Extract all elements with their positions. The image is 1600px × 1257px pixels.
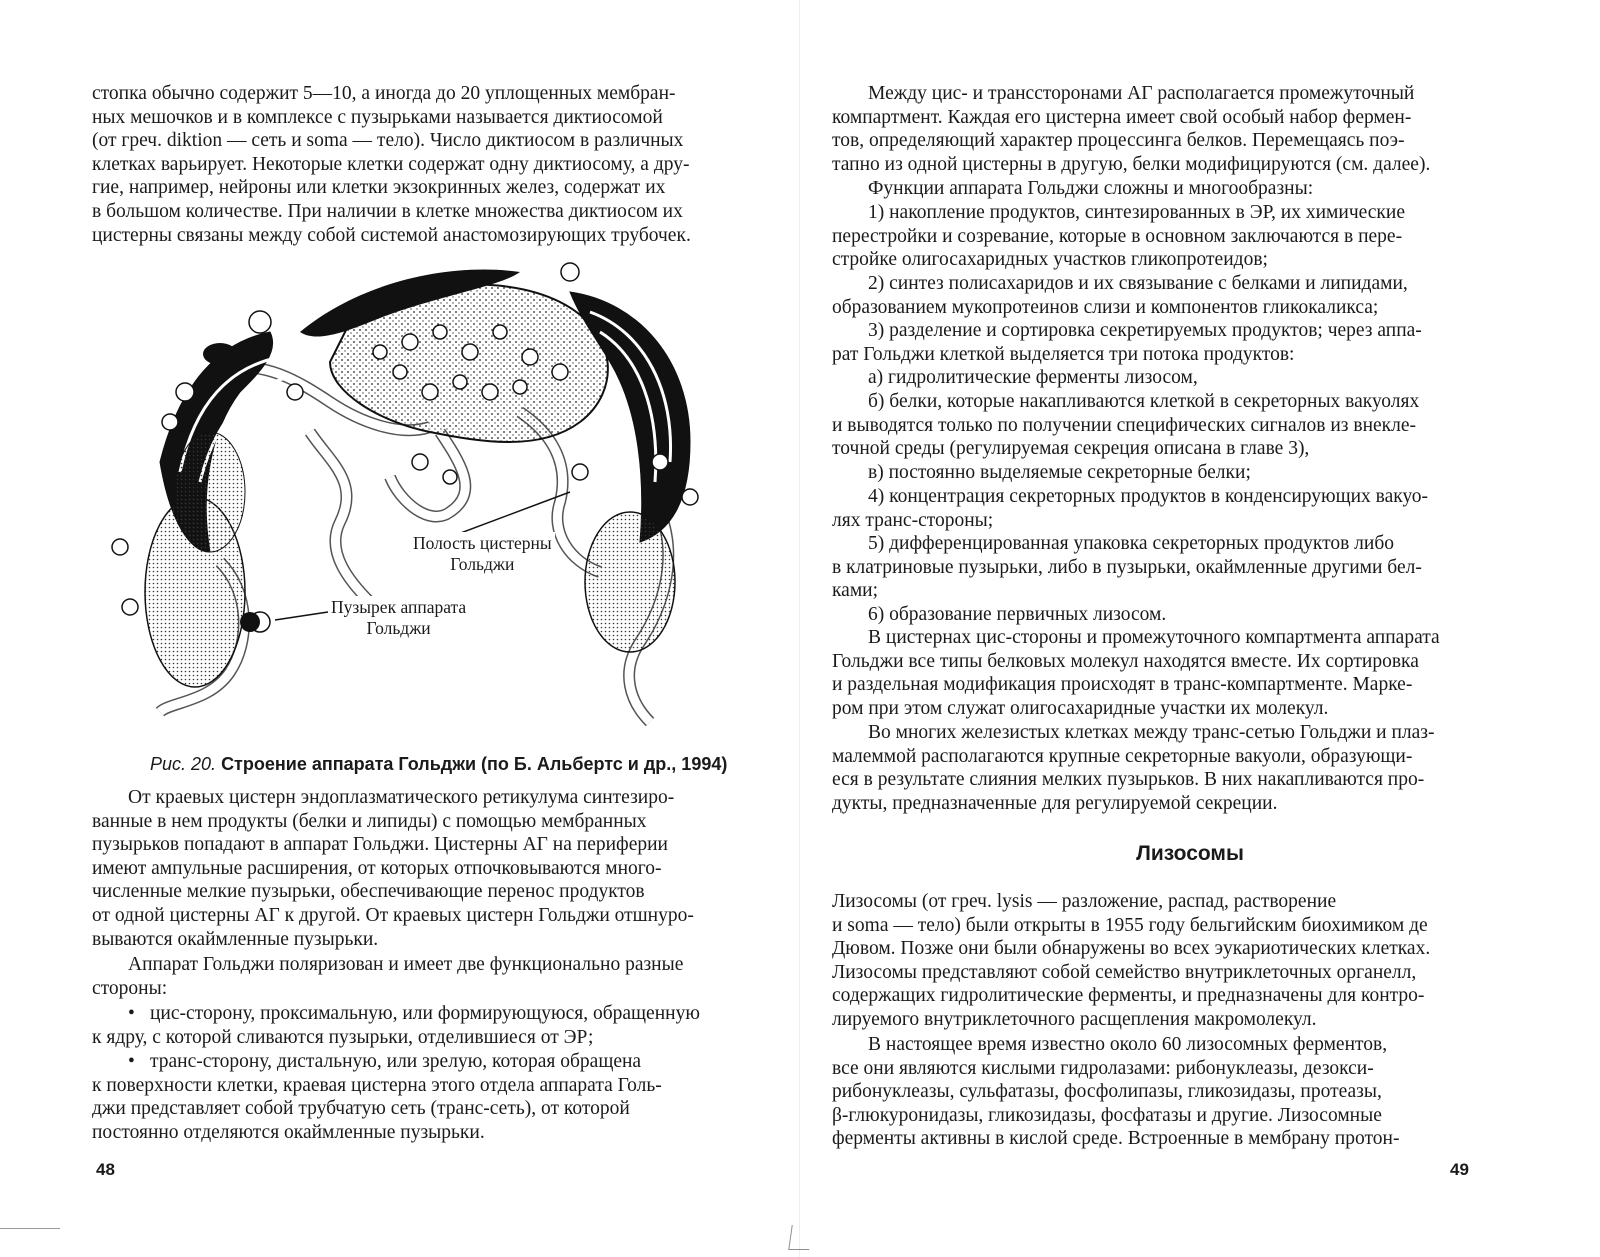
right-page [800, 0, 1600, 1257]
cistern-label-line-2: Гольджи [450, 554, 515, 574]
text-line: Дювом. Позже они были обнаружены во всех эукариотических клетках. [832, 938, 1431, 960]
text-line: Лизосомы (от греч. lysis — разложение, распад, растворение [832, 891, 1337, 912]
text-line: в клатриновые пузырьки, либо в пузырьки, окаймленные другими бел- [832, 556, 1422, 578]
right-paragraph-6 [832, 1033, 1504, 1151]
text-line: 2) синтез полисахаридов и их связывание с белками и липидами, [868, 273, 1408, 294]
right-paragraph-1 [832, 82, 1504, 176]
bullet-cis-side [92, 1002, 764, 1049]
text-line: тапно из одной цистерны в другую, белки модифицируются (см. далее). [832, 153, 1431, 175]
left-paragraph-1 [92, 82, 764, 247]
text-line: цистерны связаны между собой системой анастомозирующих трубочек. [92, 224, 691, 246]
text-line: В цистернах цис-стороны и промежуточного компартмента аппарата [868, 627, 1440, 648]
right-paragraph-4 [832, 721, 1504, 815]
right-paragraph-2 [832, 177, 1504, 201]
vesicle-label-line-2: Гольджи [366, 618, 431, 638]
text-line: гие, например, нейроны или клетки экзокринных желез, содержат их [92, 177, 666, 199]
vesicle-label-line-1: Пузырек аппарата [331, 597, 467, 617]
text-line: (от греч. diktion — сеть и soma — тело). Число диктиосом в различных [92, 130, 684, 152]
text-line-body: цис-сторону, проксимальную, или формирующуюся, обращенную [150, 1003, 700, 1024]
text-line: вываются окаймленные пузырьки. [92, 928, 379, 950]
page-number-right: 49 [1450, 1160, 1469, 1179]
text-line: имеют ампульные расширения, от которых отпочковываются много- [92, 857, 662, 879]
text-line: 5) дифференцированная упаковка секреторных продуктов либо [868, 533, 1395, 554]
text-line: и soma — тело) были открыты в 1955 году бельгийским биохимиком де [832, 914, 1428, 936]
text-line: ферменты активны в кислой среде. Встроенные в мембрану протон- [832, 1128, 1400, 1150]
text-line: Аппарат Гольджи поляризован и имеет две функционально разные [128, 954, 684, 975]
text-line: стопка обычно содержит 5—10, а иногда до 20 уплощенных мембран- [92, 83, 676, 104]
text-line: 1) накопление продуктов, синтезированных в ЭР, их химические [868, 202, 1405, 223]
text-line: перестройки и созревание, которые в основном заключаются в пере- [832, 225, 1403, 247]
text-line: постоянно отделяются окаймленные пузырьки. [92, 1121, 485, 1143]
function-item-6 [832, 603, 1504, 627]
text-line [92, 1050, 764, 1074]
text-line: к поверхности клетки, краевая цистерна этого отдела аппарата Голь- [92, 1074, 662, 1096]
text-line: точной среды (регулируемая секреция описана в главе 3), [832, 438, 1310, 460]
text-line: Гольджи все типы белковых молекул находятся вместе. Их сортировка [832, 650, 1419, 672]
text-line: малеммой располагаются крупные секреторные вакуоли, образующи- [832, 745, 1413, 767]
text-line: Лизосомы представляют собой семейство внутриклеточных органелл, [832, 961, 1417, 983]
text-line: В настоящее время известно около 60 лизосомных ферментов, [868, 1034, 1388, 1055]
section-heading-lysosomes: Лизосомы [1136, 842, 1244, 865]
right-paragraph-5 [832, 890, 1504, 1032]
function-item-3a [832, 366, 1504, 390]
text-line: стороны: [92, 977, 168, 999]
text-line: численные мелкие пузырьки, обеспечивающие перенос продуктов [92, 881, 645, 903]
text-line: 6) образование первичных лизосом. [868, 604, 1167, 625]
text-line: Функции аппарата Гольджи сложны и многообразны: [868, 178, 1314, 199]
right-paragraph-3 [832, 626, 1504, 720]
text-line: и выводятся только по получении специфических сигналов из внекле- [832, 414, 1417, 436]
text-line: 4) концентрация секреторных продуктов в конденсирующих вакуо- [868, 486, 1428, 507]
text-line: тов, определяющий характер процессинга белков. Перемещаясь поэ- [832, 130, 1405, 152]
text-line: лируемого внутриклеточного расщепления макромолекул. [832, 1008, 1317, 1030]
text-line: джи представляет собой трубчатую сеть (транс-сеть), от которой [92, 1098, 630, 1120]
caption-text: Строение аппарата Гольджи (по Б. Альбертс и др., 1994) [221, 754, 728, 774]
text-line: компартмент. Каждая его цистерна имеет свой особый набор фермен- [832, 106, 1412, 128]
text-line: От краевых цистерн эндоплазматического ретикулума синтезиро- [128, 787, 675, 808]
text-line: рат Гольджи клеткой выделяется три потока продуктов: [832, 343, 1295, 365]
text-line: ками; [832, 580, 879, 602]
function-item-1 [832, 201, 1504, 272]
function-item-3c [832, 461, 1504, 485]
cistern-label-line-1: Полость цистерны [413, 533, 552, 553]
text-line: содержащих гидролитические ферменты, и предназначены для контро- [832, 985, 1425, 1007]
function-item-2 [832, 272, 1504, 319]
bullet-icon: • [128, 1003, 135, 1024]
function-item-3b [832, 390, 1504, 461]
text-line: в большом количестве. При наличии в клетке множества диктиосом их [92, 200, 683, 222]
text-line: пузырьков попадают в аппарат Гольджи. Цистерны АГ на периферии [92, 834, 668, 856]
binding-mark [788, 1225, 813, 1250]
text-line: а) гидролитические ферменты лизосом, [868, 367, 1198, 388]
text-line: дукты, предназначенные для регулируемой секреции. [832, 792, 1278, 814]
text-line: 3) разделение и сортировка секретируемых продуктов; через аппа- [868, 320, 1422, 341]
golgi-illustration [100, 262, 700, 737]
text-line: к ядру, с которой сливаются пузырьки, отделившиеся от ЭР; [92, 1026, 594, 1048]
bullet-trans-side [92, 1050, 764, 1144]
text-line: стройке олигосахаридных участков гликопротеидов; [832, 249, 1268, 271]
text-line: все они являются кислыми гидролазами: рибонуклеазы, дезокси- [832, 1057, 1374, 1079]
text-line-body: транс-сторону, дистальную, или зрелую, которая обращена [150, 1051, 642, 1072]
scan-edge-mark [0, 1228, 60, 1229]
text-line: ванные в нем продукты (белки и липиды) с помощью мембранных [92, 810, 647, 832]
text-line: β-глюкуронидазы, гликозидазы, фосфатазы и другие. Лизосомные [832, 1104, 1382, 1126]
left-paragraph-3 [92, 953, 764, 1000]
text-line: б) белки, которые накапливаются клеткой в секреторных вакуолях [868, 391, 1420, 412]
text-line: образованием мукопротеинов слизи и компонентов гликокаликса; [832, 296, 1379, 318]
text-line: лях транс-стороны; [832, 509, 994, 531]
caption-label: Рис. 20. [150, 754, 217, 774]
function-item-3 [832, 319, 1504, 366]
text-line: ром при этом служат олигосахаридные участки их молекул. [832, 697, 1329, 719]
text-line: от одной цистерны АГ к другой. От краевых цистерн Гольджи отшнуро- [92, 904, 694, 926]
text-line [92, 1002, 764, 1026]
left-paragraph-2 [92, 786, 764, 951]
golgi-vesicle-label [328, 596, 469, 640]
text-line: клетках варьирует. Некоторые клетки содержат одну диктиосому, а дру- [92, 153, 690, 175]
golgi-figure [100, 262, 700, 737]
text-line: Во многих железистых клетках между транс-сетью Гольджи и плаз- [868, 722, 1435, 743]
cistern-cavity-label [410, 532, 555, 576]
text-line: еся в результате слияния мелких пузырьков. В них накапливаются про- [832, 769, 1425, 791]
bullet-icon: • [128, 1051, 135, 1072]
text-line: Между цис- и транссторонами АГ располагается промежуточный [868, 83, 1415, 104]
text-line: рибонуклеазы, сульфатазы, фосфолипазы, гликозидазы, протеазы, [832, 1081, 1382, 1103]
function-item-5 [832, 532, 1504, 603]
page-number-left: 48 [96, 1160, 115, 1179]
function-item-4 [832, 485, 1504, 532]
text-line: ных мешочков и в комплексе с пузырьками называется диктиосомой [92, 106, 663, 128]
text-line: в) постоянно выделяемые секреторные белки; [868, 462, 1251, 483]
text-line: и раздельная модификация происходят в транс-компартменте. Марке- [832, 674, 1413, 696]
figure-caption [150, 752, 750, 776]
